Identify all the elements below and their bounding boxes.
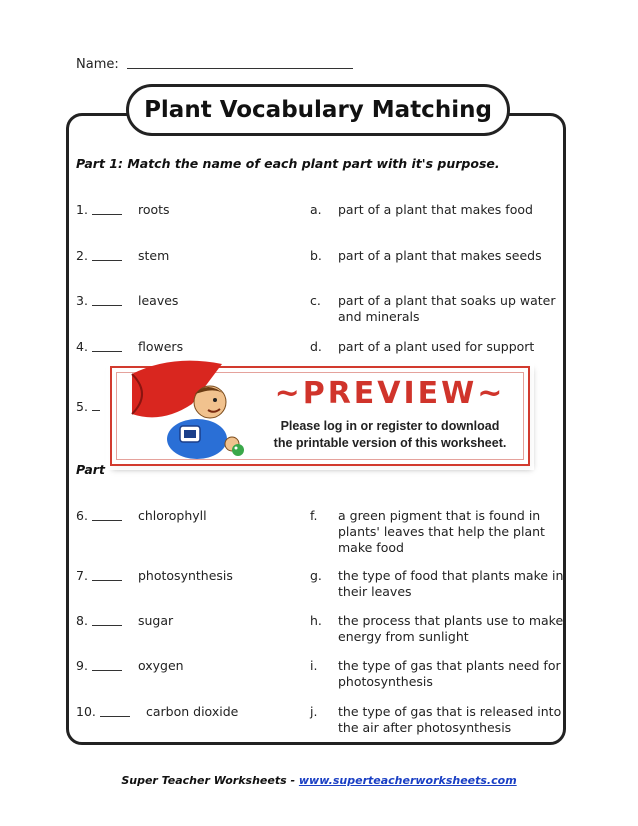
name-blank[interactable]: [127, 56, 353, 69]
item-letter: h.: [310, 613, 322, 628]
item-definition: part of a plant that makes food: [338, 202, 533, 217]
item-letter: j.: [310, 704, 318, 719]
item-letter: a.: [310, 202, 322, 217]
item-number: 5.: [76, 399, 88, 414]
item-definition: a green pigment that is found in plants' leaves that help the plant make food: [338, 508, 545, 555]
item-definition: part of a plant that makes seeds: [338, 248, 542, 263]
item-definition: the type of food that plants make in their leaves: [338, 568, 564, 599]
item-number: 9.: [76, 658, 88, 673]
item-term: sugar: [138, 613, 174, 628]
item-term: oxygen: [138, 658, 184, 673]
item-term: roots: [138, 202, 170, 217]
item-term: carbon dioxide: [146, 704, 239, 719]
answer-blank[interactable]: [100, 705, 130, 717]
worksheet-title: Plant Vocabulary Matching: [126, 84, 510, 136]
item-definition: the process that plants use to make energy from sunlight: [338, 613, 564, 644]
answer-blank[interactable]: [92, 509, 122, 521]
item-term: leaves: [138, 293, 179, 308]
item-definition: part of a plant that soaks up water and minerals: [338, 293, 556, 324]
preview-title: ~PREVIEW~: [274, 376, 506, 411]
name-label: Name:: [76, 57, 119, 72]
item-number: 1.: [76, 202, 88, 217]
footer: [0, 774, 638, 787]
item-letter: d.: [310, 339, 322, 354]
superhero-icon: [112, 344, 262, 474]
answer-blank[interactable]: [92, 614, 122, 626]
answer-blank[interactable]: [92, 569, 122, 581]
preview-line-1: Please log in or register to download: [280, 419, 500, 433]
footer-brand: Super Teacher Worksheets -: [121, 774, 299, 787]
item-letter: f.: [310, 508, 318, 523]
item-definition: the type of gas that is released into the air after photosynthesis: [338, 704, 562, 735]
part1-heading: Part 1: Match the name of each plant part with it's purpose.: [76, 156, 500, 171]
name-line: [76, 56, 353, 72]
item-term: chlorophyll: [138, 508, 207, 523]
answer-blank[interactable]: [92, 249, 122, 261]
item-number: 4.: [76, 339, 88, 354]
item-term: flowers: [138, 339, 184, 354]
item-letter: g.: [310, 568, 322, 583]
footer-link[interactable]: www.superteacherworksheets.com: [298, 774, 517, 787]
item-definition: the type of gas that plants need for photosynthesis: [338, 658, 561, 689]
item-term: stem: [138, 248, 170, 263]
item-letter: c.: [310, 293, 321, 308]
preview-overlay[interactable]: [110, 366, 530, 466]
item-definition: part of a plant used for support: [338, 339, 535, 354]
item-number: 10.: [76, 704, 96, 719]
preview-message: [260, 418, 520, 452]
item-letter: i.: [310, 658, 318, 673]
preview-line-2: the printable version of this worksheet.: [273, 436, 507, 450]
answer-blank[interactable]: [92, 203, 122, 215]
answer-blank[interactable]: [92, 659, 122, 671]
item-number: 2.: [76, 248, 88, 263]
item-term: photosynthesis: [138, 568, 233, 583]
item-number: 8.: [76, 613, 88, 628]
answer-blank[interactable]: [92, 294, 122, 306]
item-letter: b.: [310, 248, 322, 263]
part2-heading: Part: [76, 462, 105, 477]
item-number: 6.: [76, 508, 88, 523]
item-number: 3.: [76, 293, 88, 308]
item-number: 7.: [76, 568, 88, 583]
